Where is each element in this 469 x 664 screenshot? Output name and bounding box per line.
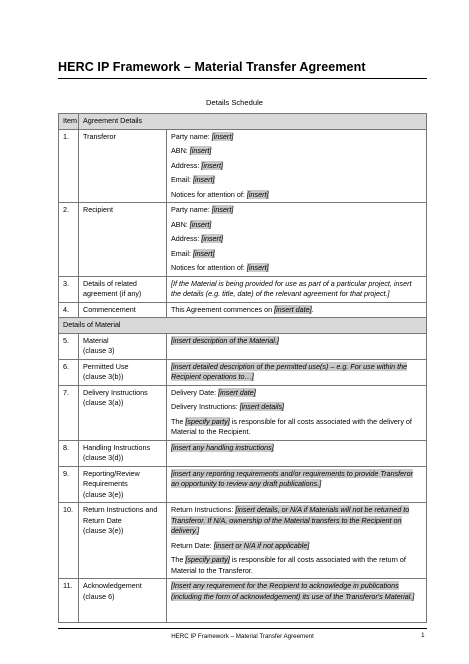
item-content	[167, 466, 427, 503]
insert-placeholder[interactable]: [insert]	[192, 248, 215, 258]
table-row	[59, 302, 427, 318]
item-number: 4.	[59, 302, 79, 318]
item-label: Delivery Instructions (clause 3(a))	[79, 385, 167, 440]
item-number: 8.	[59, 440, 79, 466]
insert-placeholder[interactable]: [specify party]	[185, 555, 230, 564]
table-row	[59, 359, 427, 385]
insert-placeholder[interactable]: [insert]	[201, 160, 223, 170]
details-table	[58, 113, 427, 623]
item-content	[167, 579, 427, 623]
insert-placeholder[interactable]: [insert details]	[239, 402, 285, 411]
page-number: 1	[421, 632, 425, 639]
insert-placeholder[interactable]: [insert]	[211, 205, 234, 214]
item-number: 1.	[59, 129, 79, 203]
item-label: Permitted Use (clause 3(b))	[79, 359, 167, 385]
section-header-row	[59, 318, 427, 334]
item-content	[167, 359, 427, 385]
item-number: 11.	[59, 579, 79, 623]
instruction-text[interactable]: [If the Material is being provided for use as part of a particular project, insert the details (e.g. title, date) of the relevant agreement for that project.]	[171, 278, 412, 298]
insert-placeholder[interactable]: [insert or N/A if not applicable]	[213, 540, 310, 550]
item-label: Material (clause 3)	[79, 333, 167, 359]
item-label: Transferor	[79, 129, 167, 203]
item-label: Acknowledgement (clause 6)	[79, 579, 167, 623]
header-item: Item	[59, 114, 79, 130]
insert-placeholder[interactable]: [insert]	[246, 263, 269, 272]
insert-placeholder[interactable]: [insert date]	[218, 387, 256, 397]
item-number: 5.	[59, 333, 79, 359]
item-content: Party name: [insert] ABN: [insert] Address: [insert] Email: [insert] Notices for attention of: [insert]	[167, 129, 427, 203]
table-row	[59, 129, 427, 203]
item-label: Reporting/Review Requirements (clause 3(e))	[79, 466, 167, 503]
footer-rule	[58, 628, 427, 629]
insert-placeholder[interactable]: [insert description of the Material.]	[171, 335, 279, 345]
title-rule	[58, 78, 427, 79]
insert-placeholder[interactable]: [Insert any requirement for the Recipient to acknowledge in publications (including the form of acknowledgement) its use of the Transferor's Material.]	[171, 581, 415, 601]
insert-placeholder[interactable]: [specify party]	[185, 416, 230, 426]
insert-placeholder[interactable]: [insert detailed description of the permitted use(s) – e.g. For use within the Recipient operations to…]	[171, 361, 408, 381]
insert-placeholder[interactable]: [insert]	[246, 189, 269, 199]
table-row	[59, 203, 427, 277]
item-number: 9.	[59, 466, 79, 503]
item-content: Delivery Date: [insert date] Delivery Instructions: [insert details] The [specify party] is responsible for all costs associated with the delivery of Material to the Recipient.	[167, 385, 427, 440]
document-title: HERC IP Framework – Material Transfer Agreement	[58, 60, 366, 74]
item-label: Details of related agreement (if any)	[79, 276, 167, 302]
table-row	[59, 333, 427, 359]
table-header-row	[59, 114, 427, 130]
item-content	[167, 440, 427, 466]
item-content	[167, 333, 427, 359]
insert-placeholder[interactable]: [insert]	[211, 131, 234, 141]
item-number: 10.	[59, 503, 79, 579]
section-header: Details of Material	[59, 318, 427, 334]
insert-placeholder[interactable]: [insert date]	[274, 304, 312, 314]
table-row	[59, 503, 427, 579]
schedule-heading: Details Schedule	[206, 98, 263, 107]
table-row	[59, 579, 427, 623]
item-label: Handling Instructions (clause 3(d))	[79, 440, 167, 466]
item-label: Return Instructions and Return Date (clause 3(e))	[79, 503, 167, 579]
header-details: Agreement Details	[79, 114, 427, 130]
item-content: Party name: [insert] ABN: [insert] Address: [insert] Email: [insert] Notices for attention of: [insert]	[167, 203, 427, 277]
insert-placeholder[interactable]: [insert any handling instructions]	[171, 442, 274, 452]
table-row	[59, 466, 427, 503]
item-content: This Agreement commences on [insert date].	[167, 302, 427, 318]
page-footer: HERC IP Framework – Material Transfer Agreement	[171, 633, 314, 640]
insert-placeholder[interactable]: [insert]	[189, 219, 212, 229]
item-number: 7.	[59, 385, 79, 440]
insert-placeholder[interactable]: [insert]	[189, 146, 212, 155]
item-number: 2.	[59, 203, 79, 277]
table-row	[59, 276, 427, 302]
insert-placeholder[interactable]: [insert]	[192, 175, 215, 184]
item-number: 6.	[59, 359, 79, 385]
table-row	[59, 440, 427, 466]
item-label: Commencement	[79, 302, 167, 318]
item-content	[167, 276, 427, 302]
insert-placeholder[interactable]: [insert details, or N/A if Materials will not be returned to Transferor. If N/A, ownership of the Material transfers to the Recipient on delivery.]	[171, 505, 410, 535]
item-content: Return Instructions: [insert details, or N/A if Materials will not be returned to Transferor. If N/A, ownership of the Material transfers to the Recipient on delivery.] Return Date: [insert or N/A if not applicable] The [specify party] is responsible for all costs associated with the return of Material to the Transferor.	[167, 503, 427, 579]
insert-placeholder[interactable]: [insert]	[201, 234, 223, 243]
insert-placeholder[interactable]: [insert any reporting requirements and/or requirements to provide Transferor an opportunity to review any draft publications.]	[171, 468, 413, 488]
table-row	[59, 385, 427, 440]
item-number: 3.	[59, 276, 79, 302]
item-label: Recipient	[79, 203, 167, 277]
